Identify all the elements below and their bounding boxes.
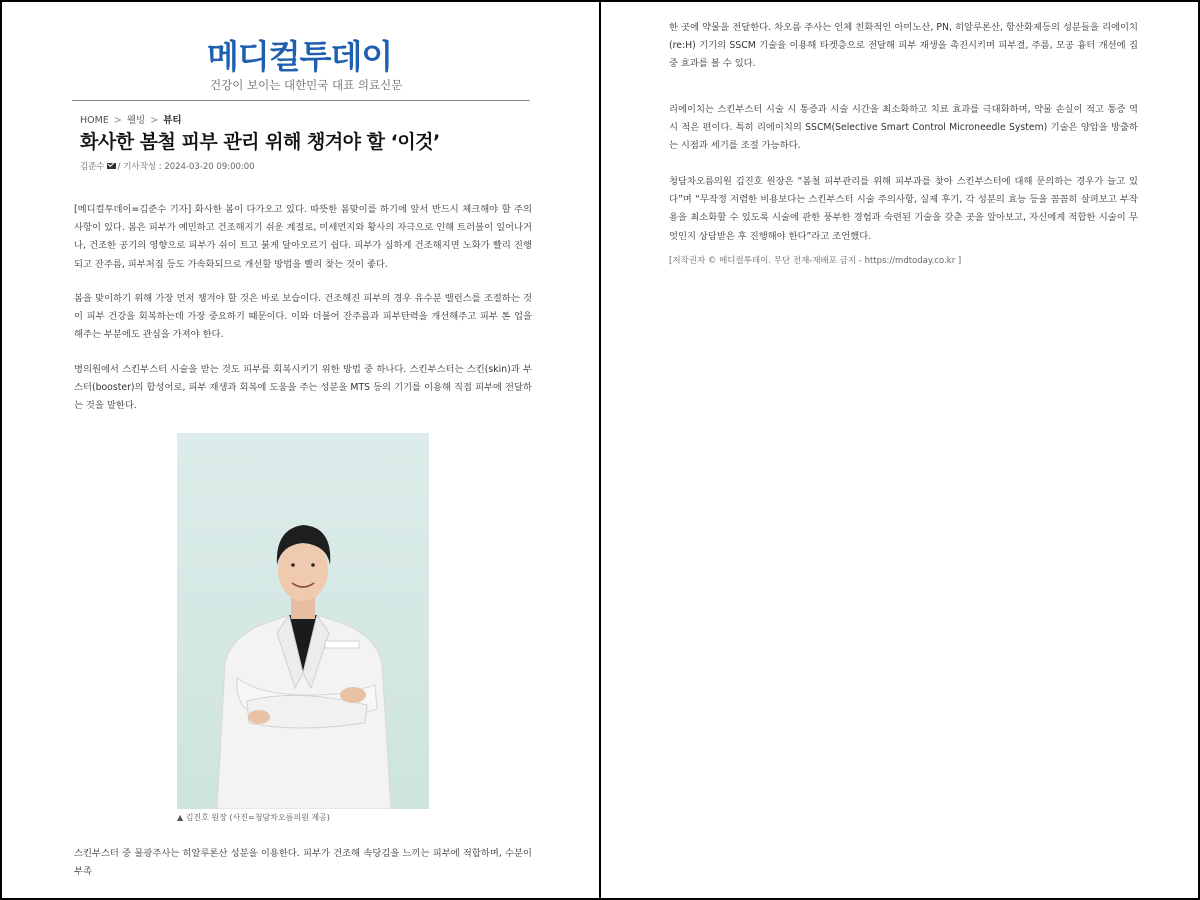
header-rule: [72, 100, 530, 101]
article-paragraph: 스킨부스터 중 물광주사는 히알루론산 성분을 이용한다. 피부가 건조해 속당김을 느끼는 피부에 적합하며, 수분이 부족: [74, 848, 532, 878]
article-paragraph: 리에이치는 스킨부스터 시술 시 통증과 시술 시간을 최소화하고 치료 효과를 극대화하며, 약물 손실이 적고 통증 역시 적은 편이다. 특히 리에이치의 SSCM(Selective Smart Control Microneedle System) 기술은 양압을 방출하는 시점과 세기를 조절 가능하다.: [669, 104, 1138, 152]
copyright-notice: [저작권자 © 메디컬투데이. 무단 전재-재배포 금지 - https://mdtoday.co.kr ]: [669, 256, 962, 266]
masthead: [207, 38, 407, 93]
article-paragraph: 청담차오름의원 김진호 원장은 “봄철 피부관리를 위해 피부과를 찾아 스킨부스터에 대해 문의하는 경우가 늘고 있다”며 “무작정 저렴한 비용보다는 스킨부스터 시술 주의사항, 실제 후기, 각 성분의 효능 등을 꼼꼼히 살펴보고 부작용을 최소화할 수 있도록 시술에 관한 풍부한 경험과 숙련된 기술을 갖춘 곳을 알아보고, 자신에게 적합한 시술이 무엇인지 상담받은 후 진행해야 한다”라고 조언했다.: [669, 176, 1138, 242]
breadcrumb-section[interactable]: 웰빙: [126, 115, 146, 126]
author-name[interactable]: 김준수: [80, 162, 105, 172]
breadcrumb-subsection[interactable]: 뷰티: [163, 115, 182, 126]
site-logo[interactable]: 메디컬투데이: [207, 37, 393, 76]
photo-caption: ▲ 김진호 원장 (사진=청담차오름의원 제공): [177, 813, 330, 822]
article-paragraph: 봄을 맞이하기 위해 가장 먼저 챙겨야 할 것은 바로 보습이다. 건조해진 피부의 경우 유수분 밸런스를 조절하는 것이 피부 건강을 회복하는데 가장 중요하기 때문이다. 이와 더불어 잔주름과 피부탄력을 개선해주고 피부 톤 업을 해주는 부분에도 관심을 가져야 한다.: [74, 293, 532, 341]
article-paragraph: 한 곳에 약물을 전달한다. 차오름 주사는 인체 친화적인 아미노산, PN, 히알루론산, 항산화제등의 성분들을 리에이치(re:H) 기기의 SSCM 기술을 이용해 타겟층으로 전달해 피부 재생을 촉진시키며 피부결, 주름, 모공 흉터 개선에 집중 효과를 볼 수 있다.: [669, 22, 1138, 70]
page-left: [2, 0, 599, 900]
article-title: 화사한 봄철 피부 관리 위해 챙겨야 할 ‘이것’: [80, 131, 440, 153]
article-paragraph: 병의원에서 스킨부스터 시술을 받는 것도 피부를 회복시키기 위한 방법 중 하나다. 스킨부스터는 스킨(skin)과 부스터(booster)의 합성어로, 피부 재생과 회복에 도움을 주는 성분을 MTS 등의 기기를 이용해 직접 피부에 전달하는 것을 말한다.: [74, 364, 532, 412]
mail-icon[interactable]: [107, 163, 116, 169]
doctor-portrait: [177, 433, 429, 809]
breadcrumb: [80, 112, 182, 126]
breadcrumb-separator: >: [113, 115, 122, 126]
article-photo: [177, 433, 429, 809]
site-tagline: 건강이 보이는 대한민국 대표 의료신문: [210, 78, 403, 92]
page-right: [601, 0, 1198, 900]
article-date: / 기사작성 : 2024-03-20 09:00:00: [117, 162, 255, 172]
breadcrumb-separator: >: [150, 115, 159, 126]
article-paragraph: [메디컬투데이=김준수 기자] 화사한 봄이 다가오고 있다. 따뜻한 봄맞이를 하기에 앞서 반드시 체크해야 할 주의사항이 있다. 봄은 피부가 예민하고 건조해지기 쉬운 계절로, 미세먼지와 황사의 자극으로 인해 트러블이 일어나거나, 건조한 공기의 영향으로 피부가 쉬이 트고 붉게 달아오르기 쉽다. 피부가 심하게 건조해지면 노화가 빨리 진행되고 잔주름, 피부처짐 등도 가속화되므로 개선할 방법을 빨리 찾는 것이 좋다.: [74, 204, 532, 270]
breadcrumb-home[interactable]: HOME: [80, 115, 109, 126]
article-byline: [80, 160, 255, 172]
